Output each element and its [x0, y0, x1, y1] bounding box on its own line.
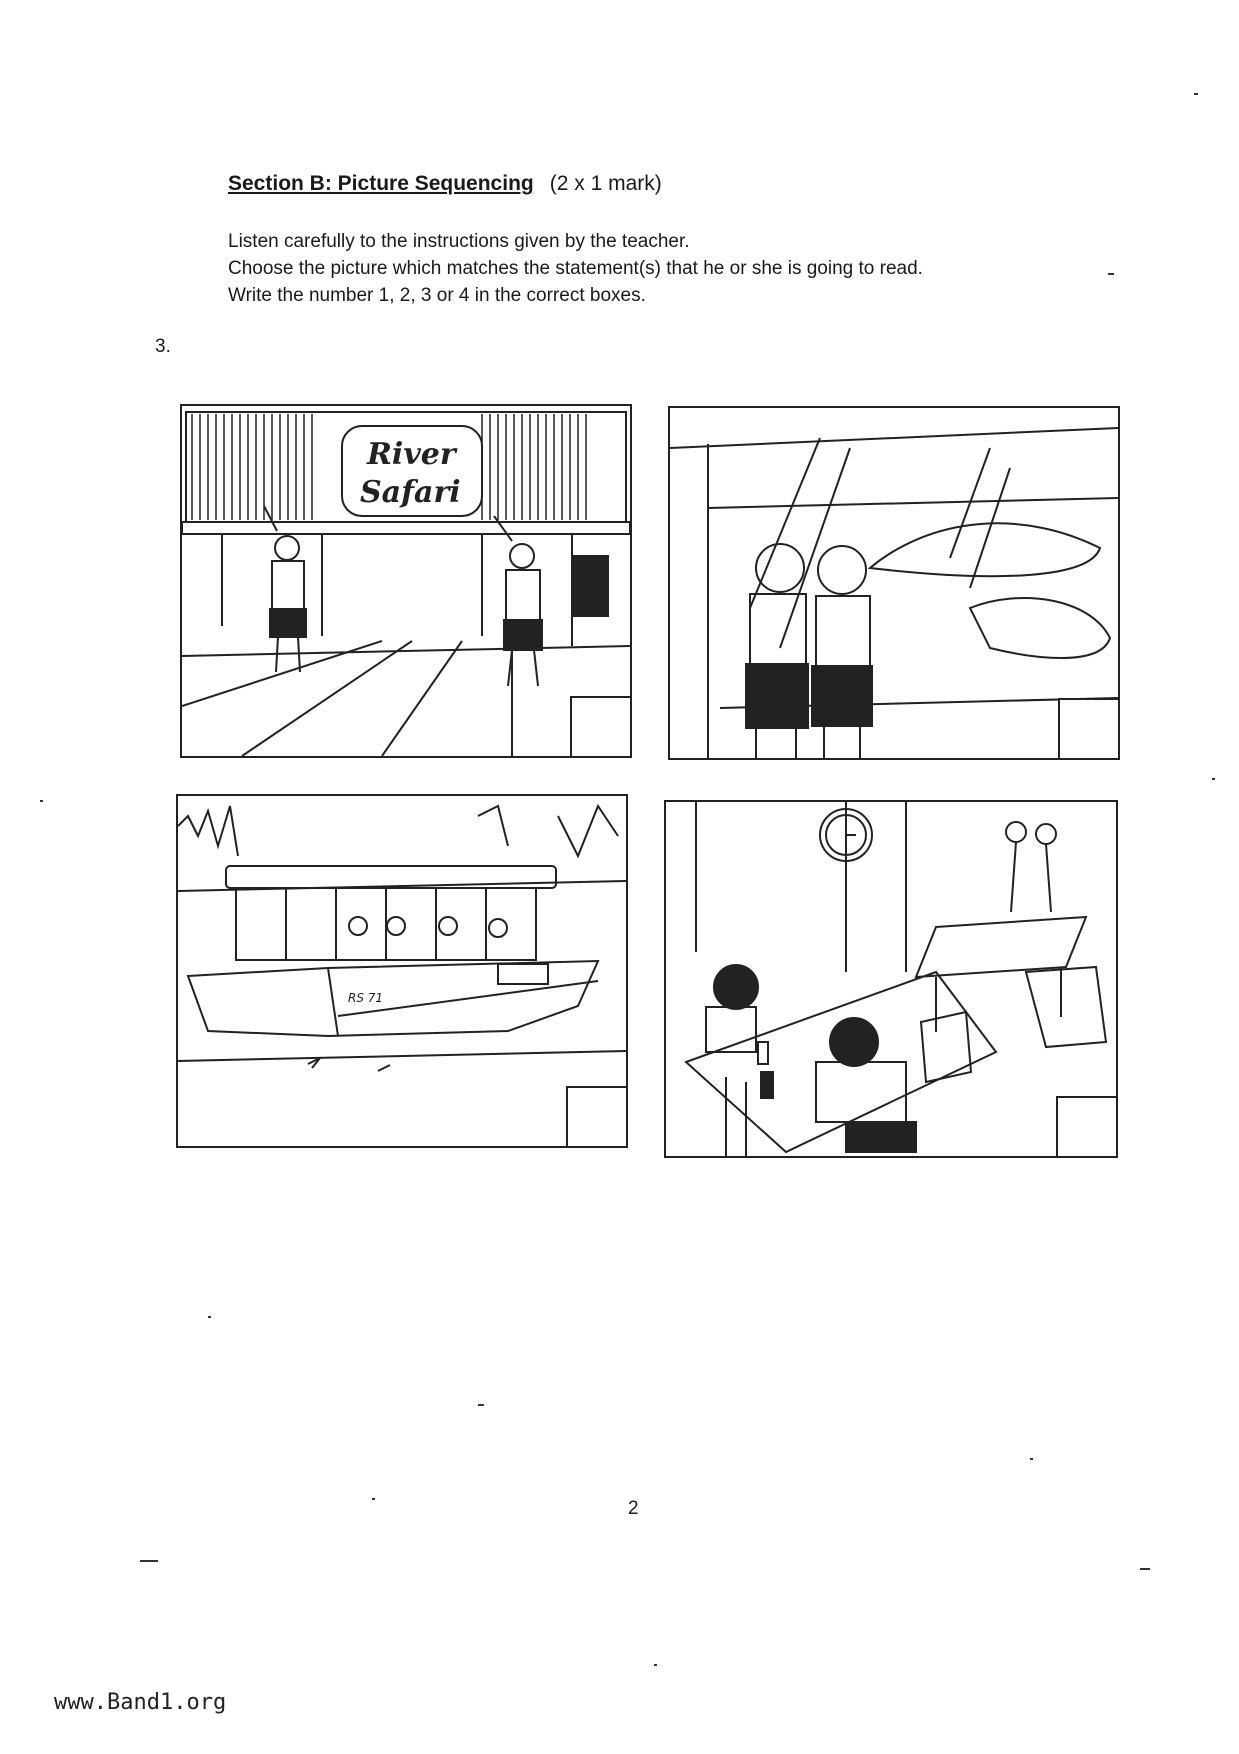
instruction-line-3: Write the number 1, 2, 3 or 4 in the correct boxes. [228, 285, 646, 306]
picture-river-safari-entrance [180, 404, 632, 758]
scan-speck [1194, 93, 1198, 95]
picture-river-boat [176, 794, 628, 1148]
answer-box-3[interactable] [566, 1086, 626, 1146]
boat-illustration [178, 796, 626, 1146]
cafeteria-illustration [666, 802, 1116, 1156]
page-number: 2 [628, 1498, 639, 1519]
question-number: 3. [155, 336, 171, 357]
picture-cafeteria-meal [664, 800, 1118, 1158]
section-heading [228, 172, 662, 196]
watermark: www.Band1.org [54, 1690, 227, 1715]
scan-speck [1108, 273, 1114, 275]
sign-text-line1: River [367, 437, 456, 472]
sign-text-line2: Safari [360, 475, 461, 510]
scan-speck [1030, 1458, 1033, 1460]
section-title: Section B: Picture Sequencing [228, 172, 534, 195]
answer-box-1[interactable] [570, 696, 630, 756]
aquarium-illustration [670, 408, 1118, 758]
scan-speck [654, 1664, 657, 1666]
section-marks: (2 x 1 mark) [549, 172, 662, 195]
scan-speck [208, 1316, 211, 1318]
scan-speck [1140, 1568, 1150, 1570]
answer-box-4[interactable] [1056, 1096, 1116, 1156]
answer-box-2[interactable] [1058, 698, 1118, 758]
scan-speck [372, 1498, 375, 1500]
instruction-line-1: Listen carefully to the instructions given by the teacher. [228, 231, 690, 252]
scan-speck [1212, 778, 1215, 780]
boat-label: RS 71 [348, 991, 384, 1005]
scan-speck [40, 800, 43, 802]
scan-speck [140, 1560, 158, 1562]
entrance-illustration [182, 406, 630, 756]
instructions [228, 228, 1128, 309]
instruction-line-2: Choose the picture which matches the statement(s) that he or she is going to read. [228, 258, 923, 279]
scan-speck [478, 1404, 484, 1406]
picture-aquarium-manatee [668, 406, 1120, 760]
